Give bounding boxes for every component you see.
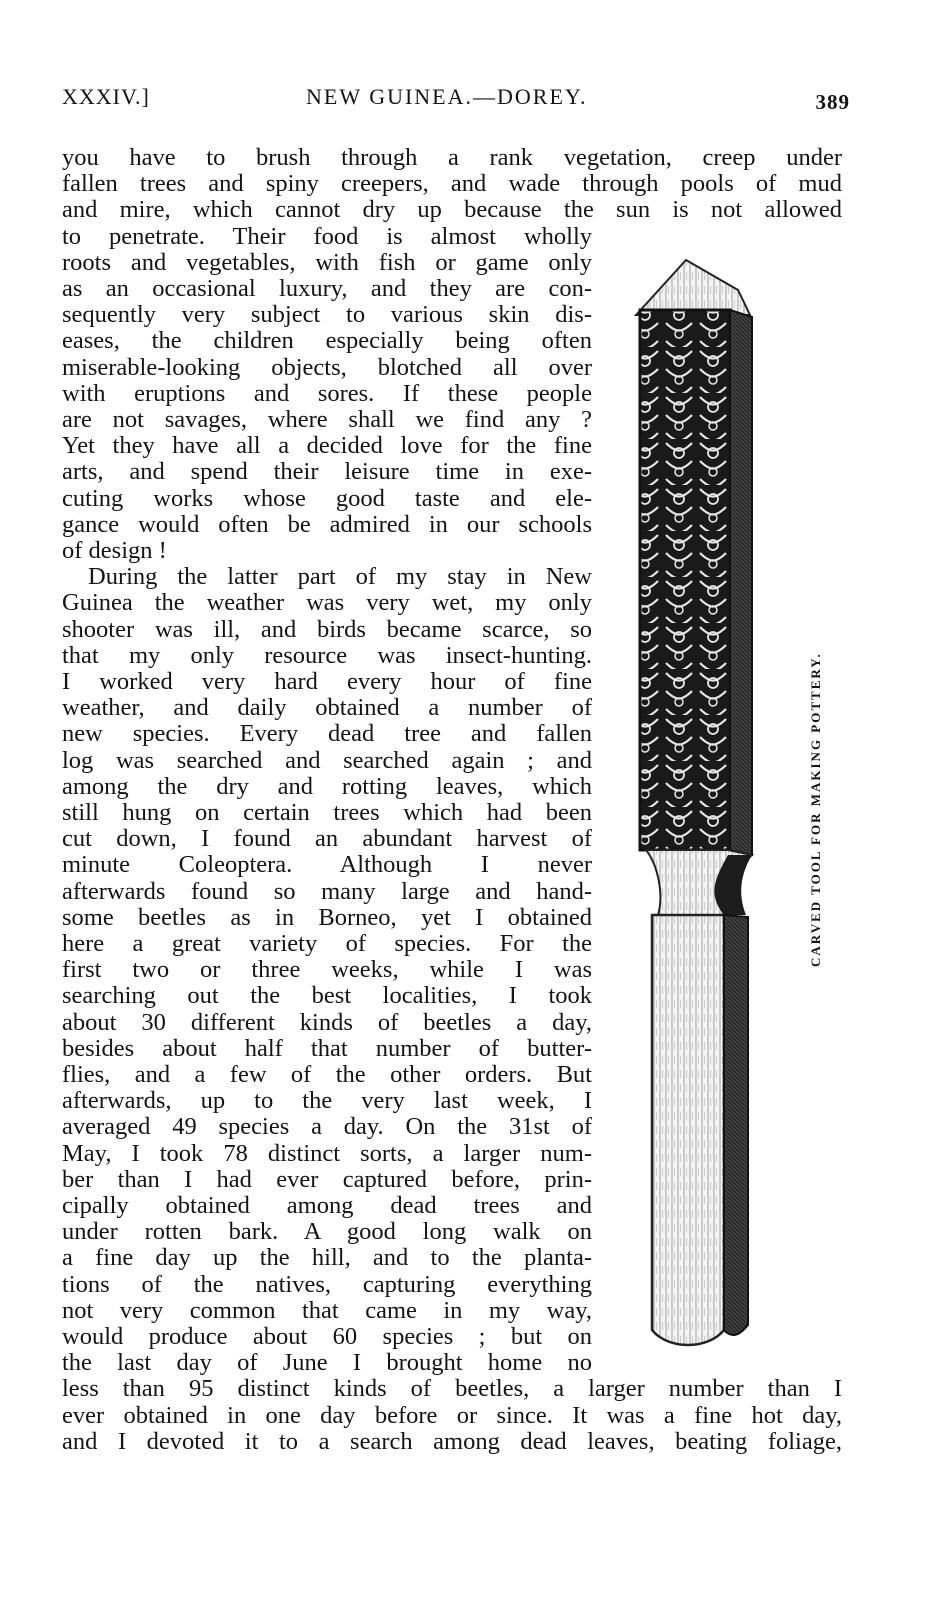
text-line: averaged 49 species a day. On the 31st of [62,1114,592,1141]
text-line: miserable-looking objects, blotched all over [62,354,592,381]
text-line: shooter was ill, and birds became scarce, so [62,616,592,643]
text-line: here a great variety of species. For the [62,931,592,957]
text-line: fallen trees and spiny creepers, and wade through pools of mud [62,171,842,198]
text-line: flies, and a few of the other orders. But [62,1062,592,1088]
text-line: ber than I had ever captured before, prin- [62,1166,592,1193]
text-line: besides about half that number of butter- [62,1035,592,1062]
text-line: Yet they have all a decided love for the fine [62,433,592,460]
text-line: cut down, I found an abundant harvest of [62,826,592,853]
text-line: weather, and daily obtained a number of [62,695,592,722]
text-line: new species. Every dead tree and fallen [62,721,592,748]
text-line: among the dry and rotting leaves, which [62,773,592,800]
text-line: a fine day up the hill, and to the planta- [62,1245,592,1272]
text-line: searching out the best localities, I took [62,983,592,1010]
text-line: gance would often be admired in our schools [62,511,592,538]
text-line: some beetles as in Borneo, yet I obtained [62,904,592,931]
text-line: I worked very hard every hour of fine [62,669,592,695]
text-line: you have to brush through a rank vegetation, creep under [62,145,842,171]
text-line: roots and vegetables, with fish or game only [62,249,592,276]
text-line: minute Coleoptera. Although I never [62,852,592,879]
text-line: would produce about 60 species ; but on [62,1324,592,1350]
text-line: to penetrate. Their food is almost wholly [62,223,592,250]
chapter-number: XXXIV.] [62,84,150,109]
text-line: as an occasional luxury, and they are con- [62,276,592,302]
text-line: about 30 different kinds of beetles a day, [62,1009,592,1036]
text-line: not very common that came in my way, [62,1297,592,1324]
text-line: first two or three weeks, while I was [62,957,592,984]
text-line: and mire, which cannot dry up because the sun is not allowed [62,197,842,224]
text-line: eases, the children especially being often [62,328,592,355]
text-line: Guinea the weather was very wet, my only [62,590,592,617]
text-line: log was searched and searched again ; and [62,747,592,774]
carved-pottery-tool-icon [628,255,768,1355]
text-line: and I devoted it to a search among dead leaves, beating foliage, [62,1428,842,1455]
text-line: tions of the natives, capturing everything [62,1271,592,1298]
text-line: less than 95 distinct kinds of beetles, a larger number than I [62,1376,842,1403]
text-line: arts, and spend their leisure time in exe- [62,459,592,486]
text-line: of design ! [62,538,167,564]
text-line: with eruptions and sores. If these people [62,380,592,407]
text-line: afterwards, up to the very last week, I [62,1088,592,1115]
text-line: During the latter part of my stay in New [88,564,592,591]
text-line: May, I took 78 distinct sorts, a larger num- [62,1140,592,1167]
text-line: under rotten bark. A good long walk on [62,1219,592,1246]
text-line: the last day of June I brought home no [62,1350,592,1377]
page-number: 389 [815,90,850,114]
figure-caption: CARVED TOOL FOR MAKING POTTERY. [808,652,823,968]
text-line: still hung on certain trees which had been [62,800,592,826]
text-line: cuting works whose good taste and ele- [62,485,592,512]
text-line: are not savages, where shall we find any ? [62,407,592,433]
text-line: that my only resource was insect-hunting. [62,642,592,669]
text-line: ever obtained in one day before or since. It was a fine hot day, [62,1402,842,1429]
running-title: NEW GUINEA.—DOREY. [306,84,588,109]
text-line: sequently very subject to various skin dis- [62,302,592,329]
running-header [62,80,850,116]
text-line: afterwards found so many large and hand- [62,878,592,905]
text-line: cipally obtained among dead trees and [62,1193,592,1219]
